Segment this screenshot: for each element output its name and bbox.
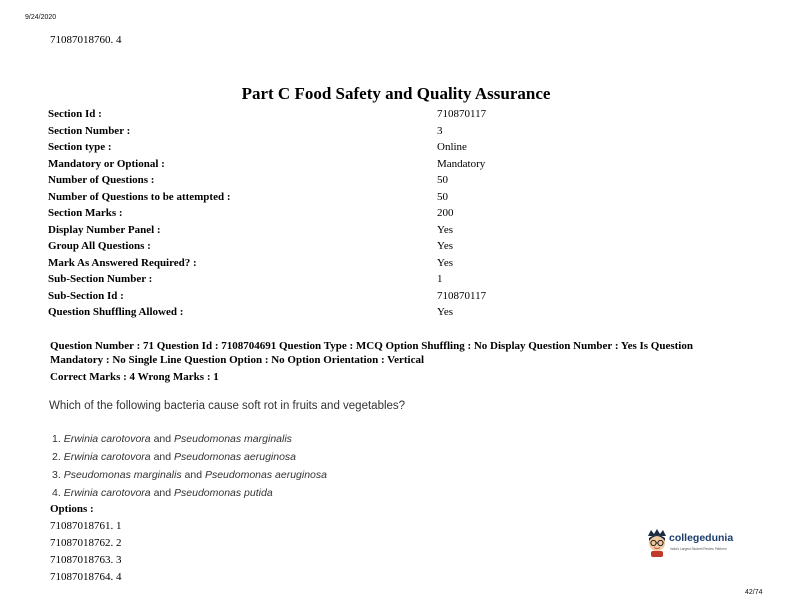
section-row (48, 108, 608, 124)
question-marks: Correct Marks : 4 Wrong Marks : 1 (50, 371, 219, 383)
section-row-label: Section Marks : (48, 207, 123, 219)
section-row (48, 174, 608, 190)
option-number: 2. (52, 451, 61, 463)
option-number: 4. (52, 487, 61, 499)
section-row-label: Section Id : (48, 108, 102, 120)
section-row-value: 200 (437, 207, 454, 219)
section-row (48, 306, 608, 322)
section-row (48, 240, 608, 256)
section-row-label: Section type : (48, 141, 112, 153)
option-conjunction: and (153, 433, 172, 445)
answer-option (52, 448, 327, 466)
option-species-b: Pseudomonas aeruginosa (174, 451, 297, 463)
option-id: 71087018762. 2 (50, 537, 122, 549)
option-id: 71087018763. 3 (50, 554, 122, 566)
section-row-label: Sub-Section Number : (48, 273, 153, 285)
section-row-label: Mandatory or Optional : (48, 157, 165, 170)
document-reference: 71087018760. 4 (50, 34, 122, 46)
section-row-value: Yes (437, 256, 454, 269)
page-number: 42/74 (745, 589, 763, 596)
section-row (48, 224, 608, 240)
section-row-value: 1 (437, 273, 443, 285)
logo-tagline: India's Largest Student Review Platform (670, 547, 727, 551)
section-row-label: Question Shuffling Allowed : (48, 306, 184, 318)
section-row-label: Number of Questions to be attempted : (48, 190, 231, 203)
answer-option (52, 430, 327, 448)
option-id: 71087018764. 4 (50, 571, 122, 583)
option-conjunction: and (153, 487, 172, 499)
section-row-value: Yes (437, 223, 454, 236)
collegedunia-logo (645, 528, 745, 558)
section-row-value: 3 (437, 124, 443, 137)
answer-option (52, 466, 327, 484)
option-conjunction: and (153, 451, 172, 463)
logo-wordmark: collegedunia (669, 532, 734, 544)
section-row (48, 207, 608, 223)
answer-option (52, 484, 327, 502)
section-row-value: Online (437, 141, 467, 153)
option-species-a: Erwinia carotovora (63, 433, 151, 445)
mascot-icon (645, 528, 669, 558)
option-species-a: Erwinia carotovora (63, 487, 151, 499)
option-species-b: Pseudomonas aeruginosa (204, 469, 327, 481)
section-row-label: Sub-Section Id : (48, 289, 124, 302)
option-species-a: Pseudomonas marginalis (63, 469, 182, 481)
section-row (48, 125, 608, 141)
option-species-a: Erwinia carotovora (63, 451, 151, 463)
options-heading: Options : (50, 503, 94, 515)
section-row-label: Number of Questions : (48, 174, 155, 186)
option-id: 71087018761. 1 (50, 520, 122, 532)
section-row-label: Group All Questions : (48, 240, 151, 252)
question-metadata: Question Number : 71 Question Id : 7108704691 Question Type : MCQ Option Shuffling : No Display Question Number : Yes Is Question Mandatory : No Single Line Question Option : No Option Orientation : Vertical (50, 340, 693, 366)
section-row-label: Display Number Panel : (48, 223, 161, 236)
section-row (48, 273, 608, 289)
section-row-label: Section Number : (48, 124, 131, 137)
section-row (48, 158, 608, 174)
section-row-value: 710870117 (437, 108, 487, 120)
page-title: Part C Food Safety and Quality Assurance (241, 84, 551, 103)
option-number: 3. (52, 469, 61, 481)
option-conjunction: and (184, 469, 203, 481)
option-species-b: Pseudomonas putida (174, 487, 273, 499)
section-row (48, 290, 608, 306)
section-row-value: Mandatory (437, 157, 486, 170)
section-row-value: 710870117 (437, 289, 487, 302)
section-row (48, 141, 608, 157)
section-row-value: Yes (437, 306, 454, 318)
print-date: 9/24/2020 (25, 14, 57, 21)
option-number: 1. (52, 433, 61, 445)
section-row (48, 257, 608, 273)
section-row-value: 50 (437, 174, 448, 186)
section-row (48, 191, 608, 207)
answer-options-list (52, 430, 327, 502)
section-row-value: Yes (437, 240, 454, 252)
section-row-value: 50 (437, 190, 448, 203)
option-species-b: Pseudomonas marginalis (174, 433, 292, 445)
section-row-label: Mark As Answered Required? : (48, 256, 197, 269)
question-text: Which of the following bacteria cause soft rot in fruits and vegetables? (49, 400, 406, 412)
